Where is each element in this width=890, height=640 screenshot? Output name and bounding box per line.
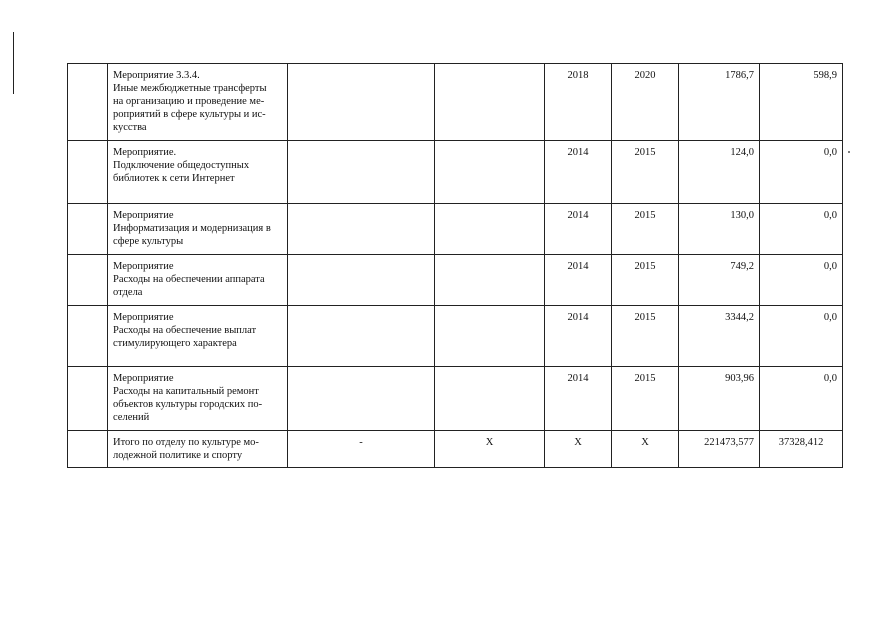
end-year-cell: 2015 [612,204,679,255]
executor-cell [288,306,435,367]
start-year-cell: 2014 [545,255,612,306]
row-number-cell [68,431,108,468]
end-year-cell: 2020 [612,64,679,141]
start-year-cell: 2014 [545,367,612,431]
start-year-cell: Х [545,431,612,468]
table-row [68,306,843,367]
start-year-cell: 2014 [545,141,612,204]
executor-cell: - [288,431,435,468]
measure-name-cell: Мероприятие. Подключение общедоступных библиотек к сети Интернет [108,141,288,204]
table-row [68,367,843,431]
row-number-cell [68,306,108,367]
total-label-cell: Итого по отделу по культуре мо- лодежной политике и спорту [108,431,288,468]
amount-year-cell: 0,0 [760,367,843,431]
executor-cell [288,64,435,141]
row-number-cell [68,204,108,255]
end-year-cell: Х [612,431,679,468]
margin-line [13,32,14,94]
amount-total-cell: 124,0 [679,141,760,204]
row-number-cell [68,255,108,306]
source-cell [435,367,545,431]
table-row-total [68,431,843,468]
amount-year-cell: 598,9 [760,64,843,141]
budget-table [67,63,843,468]
executor-cell [288,367,435,431]
row-number-cell [68,141,108,204]
end-year-cell: 2015 [612,306,679,367]
amount-total-cell: 130,0 [679,204,760,255]
amount-year-cell: 37328,412 [760,431,843,468]
measure-name-cell: Мероприятие Информатизация и модернизация в сфере культуры [108,204,288,255]
amount-total-cell: 221473,577 [679,431,760,468]
amount-total-cell: 903,96 [679,367,760,431]
measure-name-cell: Мероприятие Расходы на обеспечение выплат стимулирующего характера [108,306,288,367]
amount-year-cell: 0,0 [760,141,843,204]
amount-year-cell: 0,0 [760,204,843,255]
end-year-cell: 2015 [612,255,679,306]
measure-name-cell: Мероприятие 3.3.4. Иные межбюджетные трансферты на организацию и проведение ме- роприятий в сфере культуры и ис- кусства [108,64,288,141]
end-year-cell: 2015 [612,367,679,431]
start-year-cell: 2018 [545,64,612,141]
source-cell [435,141,545,204]
source-cell [435,306,545,367]
amount-year-cell: 0,0 [760,255,843,306]
executor-cell [288,141,435,204]
table-row [68,141,843,204]
measure-name-cell: Мероприятие Расходы на обеспечении аппарата отдела [108,255,288,306]
source-cell [435,255,545,306]
source-cell: Х [435,431,545,468]
table-row [68,255,843,306]
start-year-cell: 2014 [545,306,612,367]
table-row [68,204,843,255]
amount-total-cell: 3344,2 [679,306,760,367]
amount-year-cell: 0,0 [760,306,843,367]
scan-speck [848,151,850,153]
start-year-cell: 2014 [545,204,612,255]
source-cell [435,64,545,141]
executor-cell [288,204,435,255]
amount-total-cell: 749,2 [679,255,760,306]
amount-total-cell: 1786,7 [679,64,760,141]
row-number-cell [68,367,108,431]
measure-name-cell: Мероприятие Расходы на капитальный ремонт объектов культуры городских по- селений [108,367,288,431]
executor-cell [288,255,435,306]
row-number-cell [68,64,108,141]
source-cell [435,204,545,255]
table-row [68,64,843,141]
end-year-cell: 2015 [612,141,679,204]
